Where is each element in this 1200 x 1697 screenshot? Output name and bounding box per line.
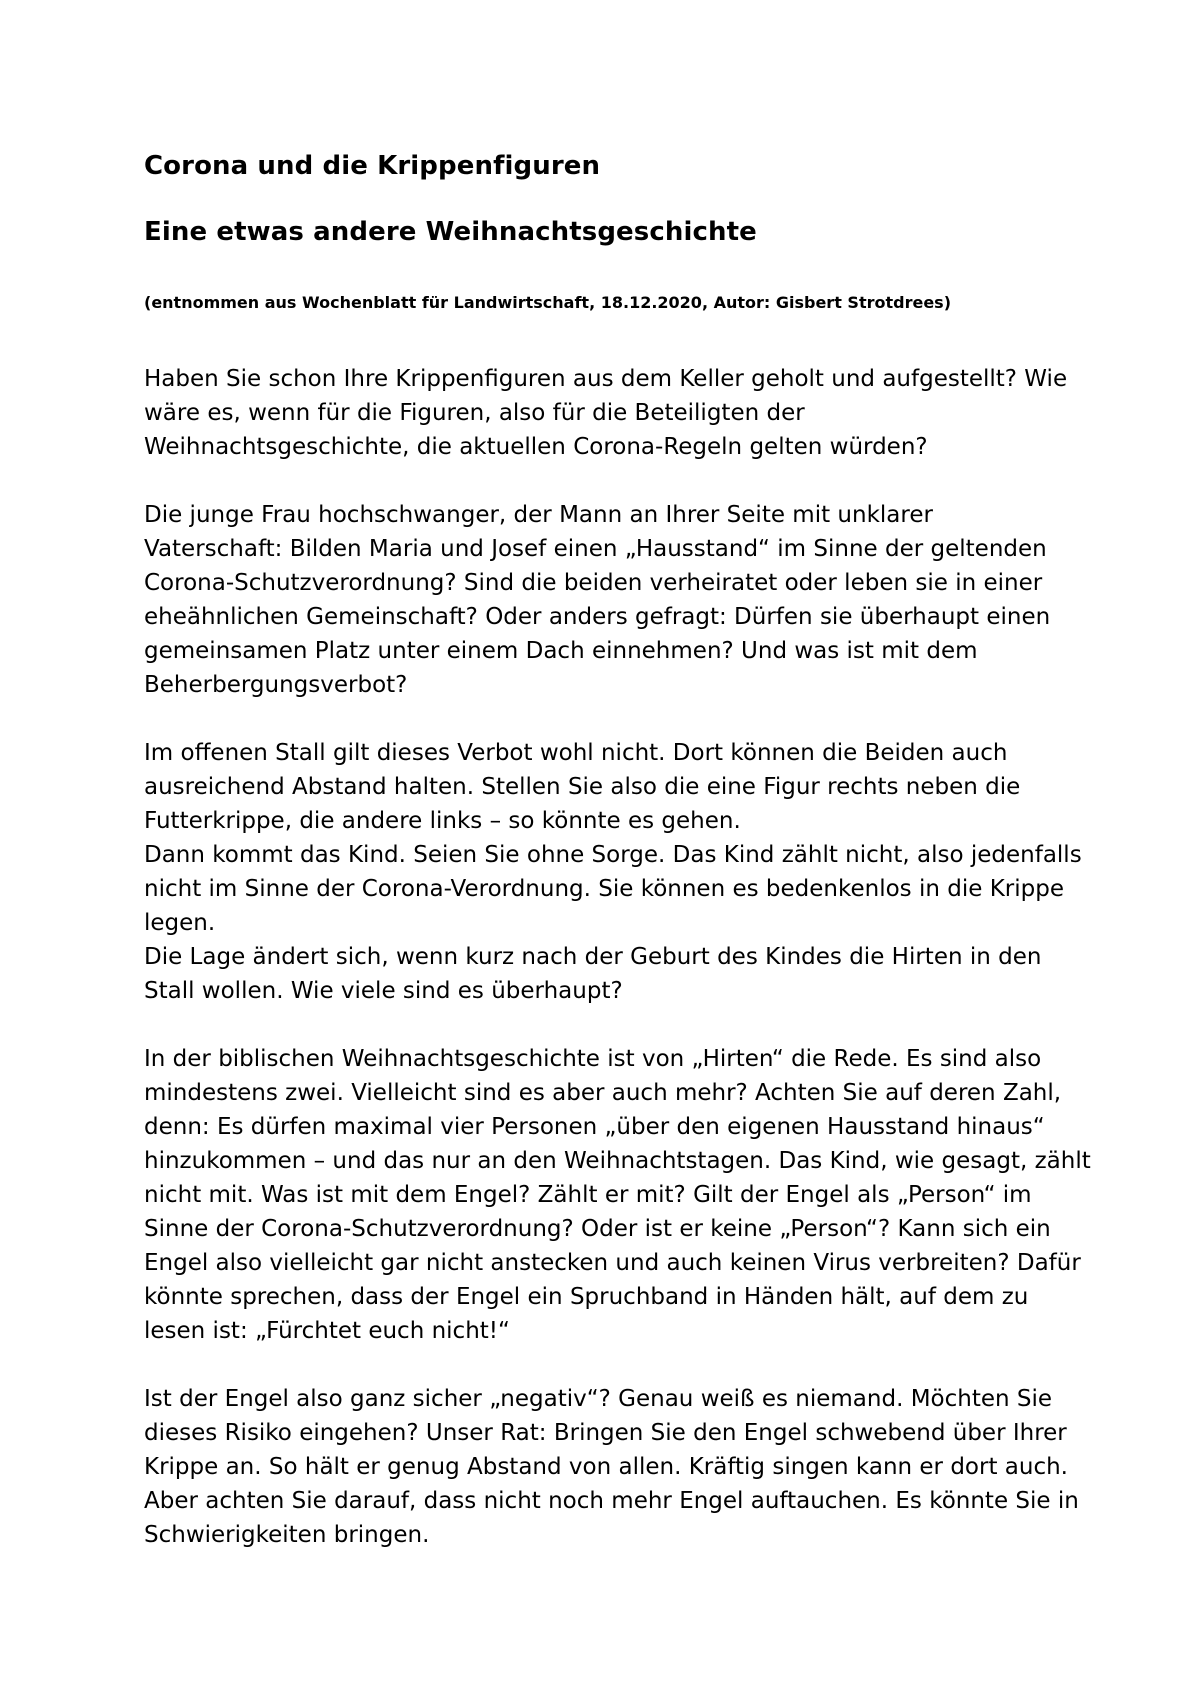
text-line: Die Lage ändert sich, wenn kurz nach der Geburt des Kindes die Hirten in den [144, 944, 1042, 970]
text-line: Schwierigkeiten bringen. [144, 1522, 430, 1548]
text-line: Aber achten Sie darauf, dass nicht noch mehr Engel auftauchen. Es könnte Sie in [144, 1488, 1079, 1514]
paragraph [144, 736, 1084, 1008]
article-body [144, 362, 1091, 1552]
text-line: mindestens zwei. Vielleicht sind es aber auch mehr? Achten Sie auf deren Zahl, [144, 1080, 1062, 1106]
text-line: Stall wollen. Wie viele sind es überhaupt? [144, 978, 623, 1004]
paragraph [144, 498, 1084, 702]
text-line: könnte sprechen, dass der Engel ein Spruchband in Händen hält, auf dem zu [144, 1284, 1029, 1310]
document-subtitle: Eine etwas andere Weihnachtsgeschichte [144, 217, 757, 247]
paragraph [144, 1042, 1091, 1348]
text-line: nicht im Sinne der Corona-Verordnung. Sie können es bedenkenlos in die Krippe [144, 876, 1064, 902]
source-note: (entnommen aus Wochenblatt für Landwirtschaft, 18.12.2020, Autor: Gisbert Strotdrees) [144, 293, 951, 312]
text-line: ausreichend Abstand halten. Stellen Sie also die eine Figur rechts neben die [144, 774, 1021, 800]
text-line: In der biblischen Weihnachtsgeschichte ist von „Hirten“ die Rede. Es sind also [144, 1046, 1042, 1072]
text-line: Die junge Frau hochschwanger, der Mann an Ihrer Seite mit unklarer [144, 502, 933, 528]
text-line: Corona-Schutzverordnung? Sind die beiden verheiratet oder leben sie in einer [144, 570, 1043, 596]
text-line: dieses Risiko eingehen? Unser Rat: Bringen Sie den Engel schwebend über Ihrer [144, 1420, 1067, 1446]
text-line: Vaterschaft: Bilden Maria und Josef einen „Hausstand“ im Sinne der geltenden [144, 536, 1047, 562]
text-line: eheähnlichen Gemeinschaft? Oder anders gefragt: Dürfen sie überhaupt einen [144, 604, 1051, 630]
text-line: lesen ist: „Fürchtet euch nicht!“ [144, 1318, 510, 1344]
text-line: Ist der Engel also ganz sicher „negativ“? Genau weiß es niemand. Möchten Sie [144, 1386, 1053, 1412]
document-title: Corona und die Krippenfiguren [144, 151, 601, 181]
text-line: gemeinsamen Platz unter einem Dach einnehmen? Und was ist mit dem [144, 638, 978, 664]
text-line: Weihnachtsgeschichte, die aktuellen Corona-Regeln gelten würden? [144, 434, 928, 460]
text-line: Futterkrippe, die andere links – so könnte es gehen. [144, 808, 741, 834]
text-line: hinzukommen – und das nur an den Weihnachtstagen. Das Kind, wie gesagt, zählt [144, 1148, 1091, 1174]
text-line: Dann kommt das Kind. Seien Sie ohne Sorge. Das Kind zählt nicht, also jedenfalls [144, 842, 1082, 868]
paragraph [144, 1382, 1084, 1552]
document-content [144, 150, 1091, 1586]
text-line: Sinne der Corona-Schutzverordnung? Oder ist er keine „Person“? Kann sich ein [144, 1216, 1051, 1242]
text-line: denn: Es dürfen maximal vier Personen „über den eigenen Hausstand hinaus“ [144, 1114, 1045, 1140]
text-line: Beherbergungsverbot? [144, 672, 408, 698]
paragraph [144, 362, 1084, 464]
text-line: nicht mit. Was ist mit dem Engel? Zählt er mit? Gilt der Engel als „Person“ im [144, 1182, 1032, 1208]
text-line: Haben Sie schon Ihre Krippenfiguren aus dem Keller geholt und aufgestellt? Wie [144, 366, 1068, 392]
text-line: Im offenen Stall gilt dieses Verbot wohl nicht. Dort können die Beiden auch [144, 740, 1008, 766]
text-line: legen. [144, 910, 216, 936]
text-line: wäre es, wenn für die Figuren, also für die Beteiligten der [144, 400, 805, 426]
text-line: Krippe an. So hält er genug Abstand von allen. Kräftig singen kann er dort auch. [144, 1454, 1068, 1480]
text-line: Engel also vielleicht gar nicht anstecken und auch keinen Virus verbreiten? Dafür [144, 1250, 1081, 1276]
